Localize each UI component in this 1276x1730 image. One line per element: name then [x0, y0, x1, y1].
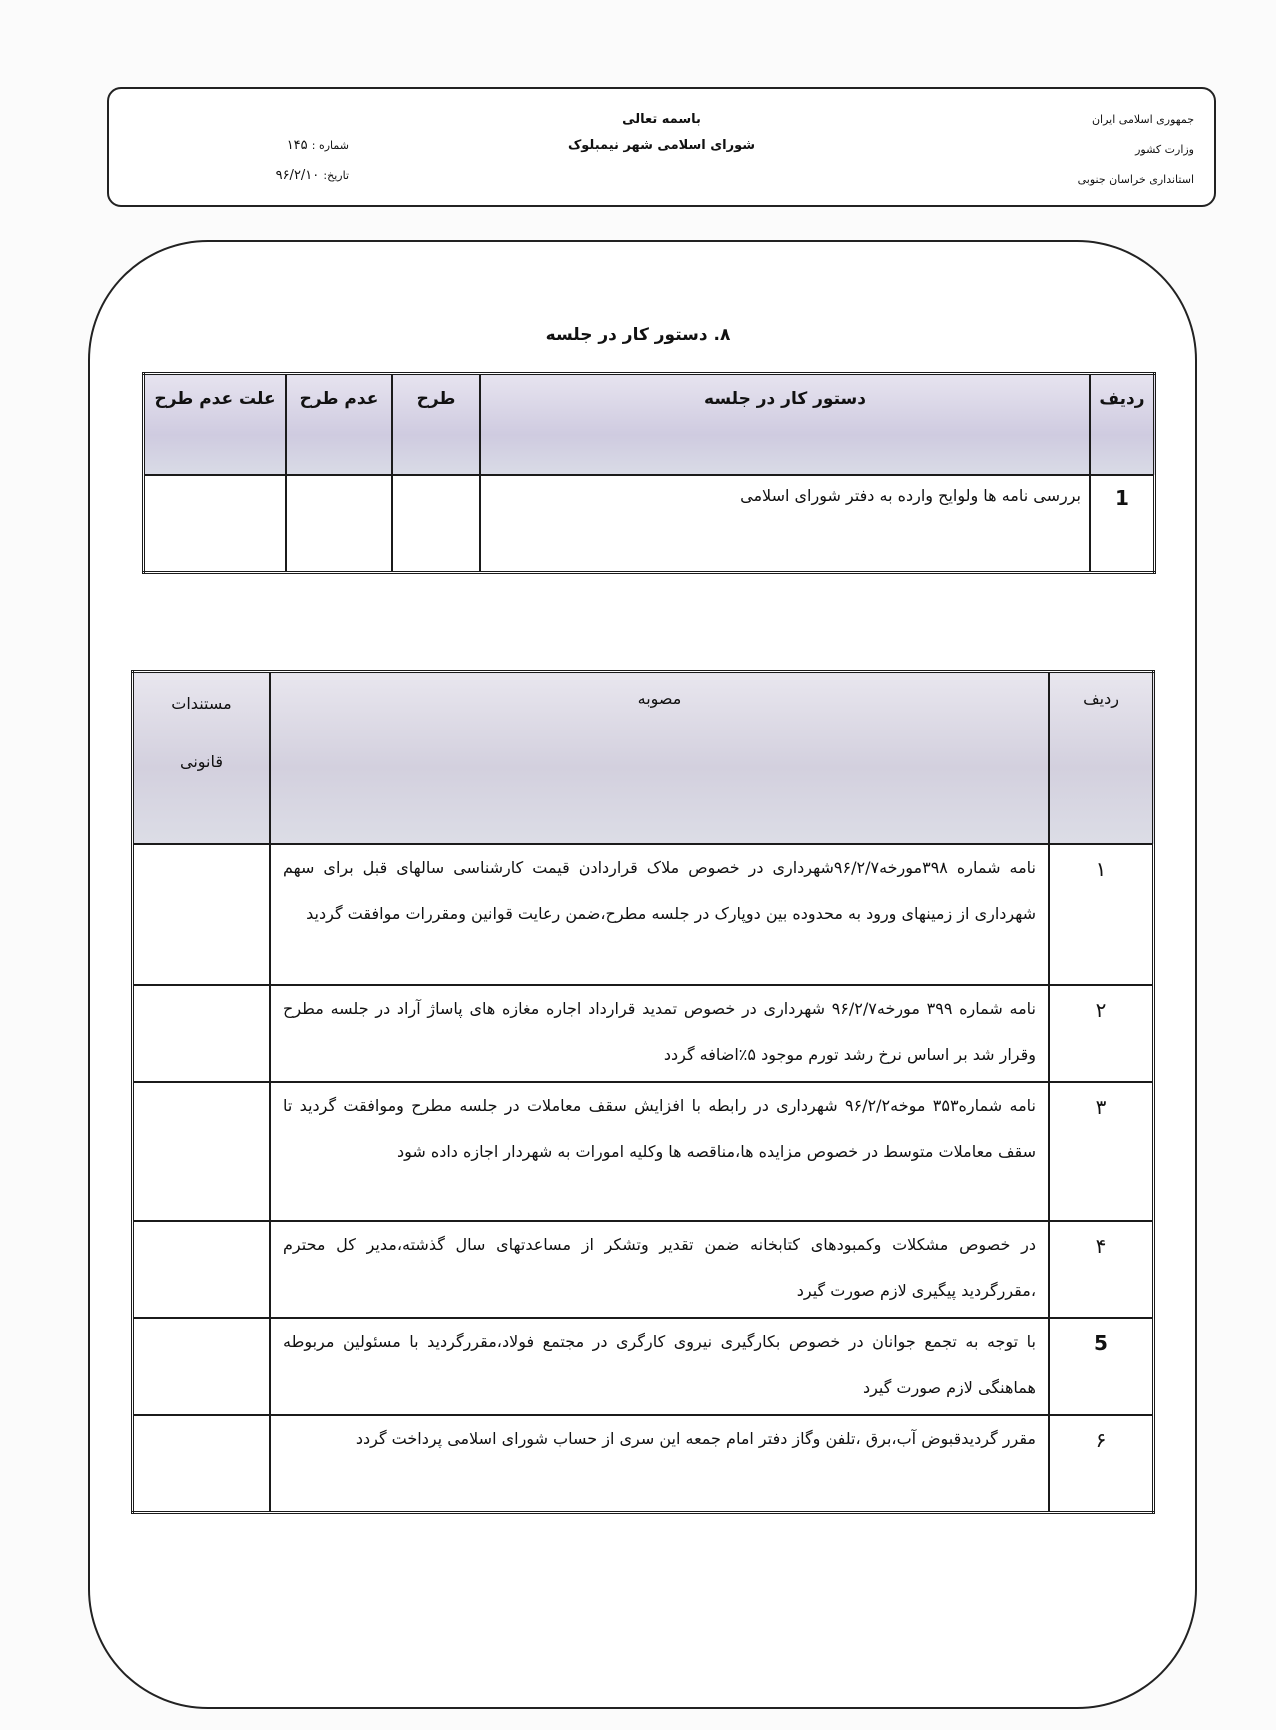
- number-value: ۱۴۵: [286, 138, 308, 153]
- agenda-row-reason: [144, 475, 287, 573]
- res-row-docs: [133, 1221, 271, 1318]
- res-row-num: ۱: [1049, 844, 1154, 985]
- res-row-num: 5: [1049, 1318, 1154, 1415]
- country-line: جمهوری اسلامی ایران: [1091, 113, 1194, 126]
- resolutions-table: [131, 670, 1155, 1514]
- res-row-num: ۲: [1049, 985, 1154, 1082]
- agenda-row: [144, 475, 1155, 573]
- section-title: ۸. دستور کار در جلسه: [545, 325, 731, 345]
- table-row: [133, 1082, 1154, 1221]
- table-row: [133, 985, 1154, 1082]
- res-row-docs: [133, 1082, 271, 1221]
- governorate-line: استانداری خراسان جنوبی: [1077, 173, 1194, 186]
- agenda-row-no-plan: [286, 475, 392, 573]
- ministry-line: وزارت کشور: [1135, 143, 1194, 156]
- council-name: شورای اسلامی شهر نیمبلوک: [567, 138, 756, 153]
- agenda-col-item: دستور کار در جلسه: [480, 374, 1090, 476]
- table-row: [133, 1415, 1154, 1513]
- number-label: شماره :: [311, 139, 349, 152]
- invocation-line: باسمه تعالی: [622, 112, 701, 127]
- date-label: تاریخ:: [323, 169, 349, 182]
- res-col-docs: [133, 672, 271, 845]
- resolutions-header-row: [133, 672, 1154, 845]
- letterhead: [107, 87, 1216, 207]
- agenda-row-plan: [392, 475, 480, 573]
- res-row-text: نامه شماره۳۵۳ موخه۹۶/۲/۲ شهرداری در رابطه با افزایش سقف معاملات در جلسه مطرح وموافقت گردید تا سقف معاملات متوسط در خصوص مزایده ها،مناقصه ها وکلیه امورات به شهردار اجازه داده شود: [270, 1082, 1049, 1221]
- date-value: ۹۶/۲/۱۰: [275, 168, 320, 183]
- agenda-col-num: ردیف: [1090, 374, 1155, 476]
- res-row-text: نامه شماره ۳۹۸مورخه۹۶/۲/۷شهرداری در خصوص ملاک قراردادن قیمت کارشناسی سالهای قبل برای سهم شهرداری از زمینهای ورود به محدوده بین دوپارک در جلسه مطرح،ضمن رعایت قوانین ومقررات موافقت گردید: [270, 844, 1049, 985]
- res-col-num: ردیف: [1049, 672, 1154, 845]
- agenda-col-no-plan: عدم طرح: [286, 374, 392, 476]
- letter-meta: [149, 131, 349, 191]
- letter-number: [149, 131, 349, 161]
- res-row-text: مقرر گردیدقبوض آب،برق ،تلفن وگاز دفتر امام جمعه این سری از حساب شورای اسلامی پرداخت گردد: [270, 1415, 1049, 1513]
- table-row: [133, 1318, 1154, 1415]
- res-row-text: در خصوص مشکلات وکمبودهای کتابخانه ضمن تقدیر وتشکر از مساعدتهای سال گذشته،مدیر کل محترم ،مقررگردید پیگیری لازم صورت گیرد: [270, 1221, 1049, 1318]
- agenda-col-plan: طرح: [392, 374, 480, 476]
- res-row-docs: [133, 1415, 271, 1513]
- res-row-text: با توجه به تجمع جوانان در خصوص بکارگیری نیروی کارگری در مجتمع فولاد،مقررگردید با مسئولین مربوطه هماهنگی لازم صورت گیرد: [270, 1318, 1049, 1415]
- res-row-num: ۶: [1049, 1415, 1154, 1513]
- agenda-table: [142, 372, 1156, 574]
- res-row-num: ۳: [1049, 1082, 1154, 1221]
- res-row-docs: [133, 1318, 271, 1415]
- res-row-num: ۴: [1049, 1221, 1154, 1318]
- res-row-docs: [133, 985, 271, 1082]
- agenda-row-item: بررسی نامه ها ولوایح وارده به دفتر شورای اسلامی: [480, 475, 1090, 573]
- res-col-resolution: مصوبه: [270, 672, 1049, 845]
- agenda-header-row: [144, 374, 1155, 476]
- res-row-docs: [133, 844, 271, 985]
- letter-date: [149, 161, 349, 191]
- res-col-docs-line1: مستندات: [171, 694, 232, 713]
- res-col-docs-line2: قانونی: [179, 752, 224, 771]
- agenda-col-reason: علت عدم طرح: [144, 374, 287, 476]
- table-row: [133, 1221, 1154, 1318]
- res-row-text: نامه شماره ۳۹۹ مورخه۹۶/۲/۷ شهرداری در خصوص تمدید قرارداد اجاره مغازه های پاساژ آراد در جلسه مطرح وقرار شد بر اساس نرخ رشد تورم موجود ۵٪اضافه گردد: [270, 985, 1049, 1082]
- agenda-row-num: 1: [1090, 475, 1155, 573]
- table-row: [133, 844, 1154, 985]
